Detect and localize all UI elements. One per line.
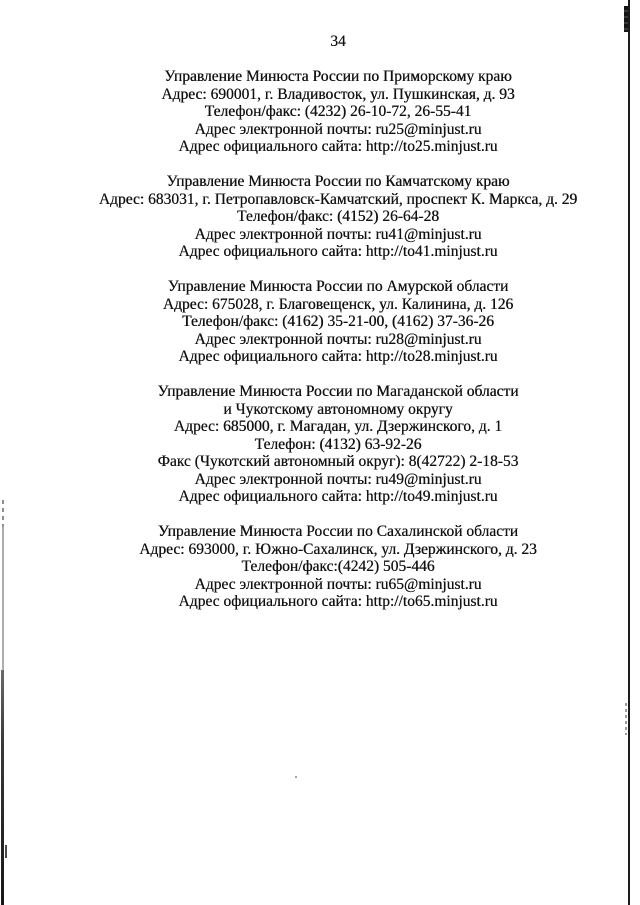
office-website-line: Адрес официального сайта: http://to41.minjust.ru (178, 243, 498, 260)
office-section-kamchatsky-krai (38, 173, 638, 261)
office-website-line: Адрес официального сайта: http://to25.minjust.ru (178, 138, 498, 155)
office-title-line: Управление Минюста России по Приморскому краю (164, 68, 512, 85)
office-address-line: Адрес: 683031, г. Петропавловск-Камчатский, проспект К. Маркса, д. 29 (98, 190, 578, 208)
office-phone-line: Телефон: (4132) 63-92-26 (254, 435, 422, 453)
office-address-line: Адрес: 675028, г. Благовещенск, ул. Калинина, д. 126 (162, 295, 514, 313)
office-section-magadan-chukotka (38, 383, 638, 506)
office-title-line: Управление Минюста России по Камчатскому краю (166, 173, 510, 190)
office-title-line: Управление Минюста России по Сахалинской области (157, 523, 519, 540)
scan-artifact-left-edge-blip (5, 845, 7, 858)
office-title-line-2: и Чукотскому автономному округу (223, 400, 453, 418)
office-title-line: Управление Минюста России по Амурской области (167, 278, 509, 295)
office-email-line: Адрес электронной почты: ru49@minjust.ru (194, 470, 482, 488)
page-content (38, 33, 638, 611)
office-email-line: Адрес электронной почты: ru65@minjust.ru (194, 575, 482, 593)
office-phone-line: Телефон/факс:(4242) 505-446 (241, 558, 435, 575)
office-website-line: Адрес официального сайта: http://to28.minjust.ru (178, 348, 498, 365)
scan-artifact-left-edge-line-light (2, 527, 4, 670)
office-address-line: Адрес: 693000, г. Южно-Сахалинск, ул. Дзержинского, д. 23 (139, 540, 537, 558)
scan-artifact-stray-dot (295, 776, 297, 778)
scan-artifact-right-top-blob (624, 6, 628, 32)
office-section-primorsky-krai (38, 68, 638, 156)
scan-artifact-right-edge-dashes (625, 703, 627, 735)
office-section-sakhalinskaya-oblast (38, 523, 638, 611)
office-fax-line: Факс (Чукотский автономный округ): 8(42722) 2-18-53 (157, 453, 519, 470)
office-address-line: Адрес: 690001, г. Владивосток, ул. Пушкинская, д. 93 (161, 85, 515, 103)
office-email-line: Адрес электронной почты: ru28@minjust.ru (194, 330, 482, 348)
office-phone-line: Телефон/факс: (4162) 35-21-00, (4162) 37-36-26 (182, 313, 494, 330)
office-phone-line: Телефон/факс: (4232) 26-10-72, 26-55-41 (204, 103, 472, 120)
office-title-line: Управление Минюста России по Магаданской области (157, 383, 519, 400)
scan-artifact-left-edge-line-dark (1, 670, 4, 905)
office-website-line: Адрес официального сайта: http://to65.minjust.ru (178, 593, 498, 610)
office-website-line: Адрес официального сайта: http://to49.minjust.ru (178, 488, 498, 505)
scan-artifact-left-edge-dashes (2, 500, 4, 527)
office-section-amurskaya-oblast (38, 278, 638, 366)
office-phone-line: Телефон/факс: (4152) 26-64-28 (236, 208, 440, 225)
office-email-line: Адрес электронной почты: ru41@minjust.ru (194, 225, 482, 243)
page-number: 34 (330, 33, 346, 50)
office-email-line: Адрес электронной почты: ru25@minjust.ru (194, 120, 482, 138)
office-address-line: Адрес: 685000, г. Магадан, ул. Дзержинского, д. 1 (173, 418, 503, 435)
